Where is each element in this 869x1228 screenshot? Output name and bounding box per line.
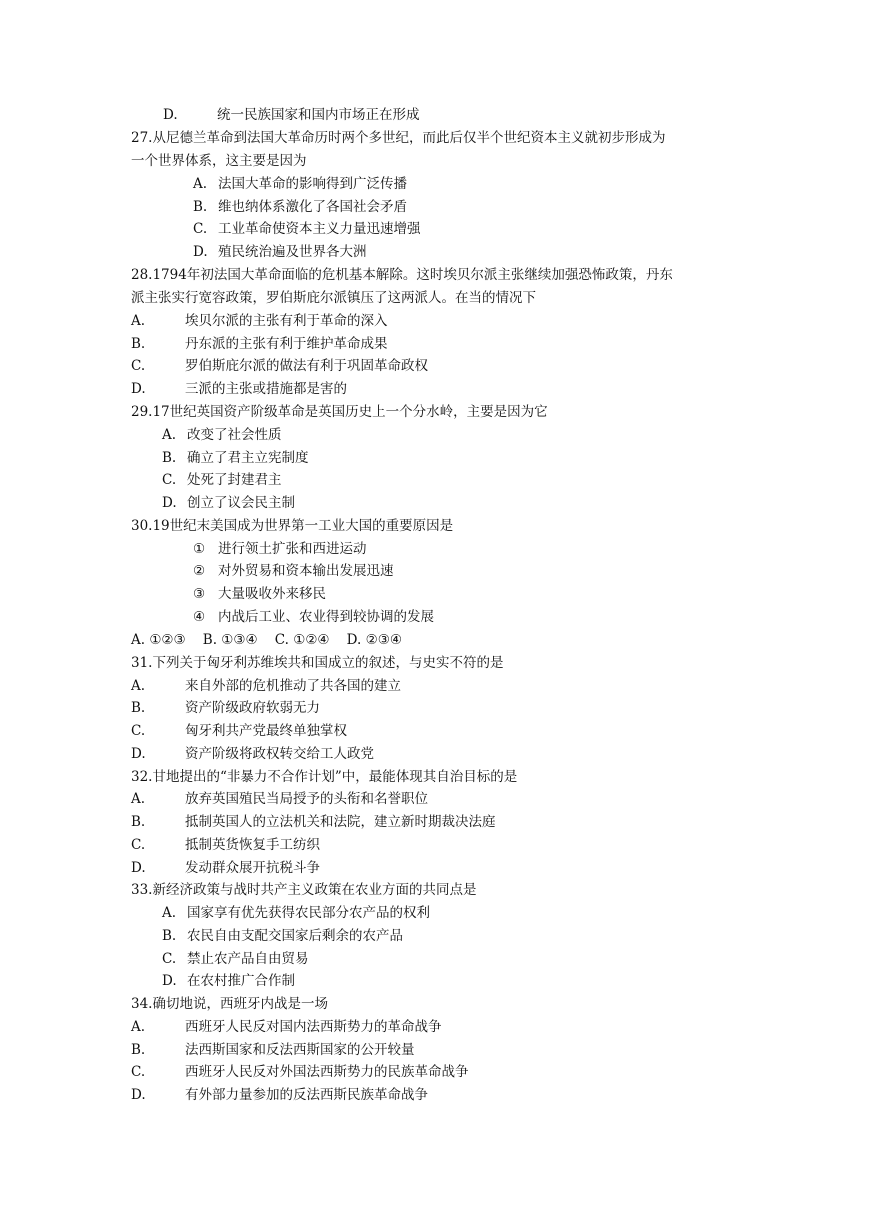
q30-item-1 [193,540,367,558]
q34-stem-line-1: 34.确切地说，西班牙内战是一场 [131,996,328,1012]
option-letter: C. [131,837,146,853]
option-letter: A. [131,1019,146,1035]
item-text: 进行领土扩张和西进运动 [218,541,367,557]
option-letter: A. [162,905,177,921]
option-letter: B. [162,450,177,466]
q27-option-a [193,175,407,193]
item-mark: ② [193,563,206,579]
option-text: 法西斯国家和反法西斯国家的公开较量 [185,1042,415,1058]
option-text: 确立了君主立宪制度 [187,450,309,466]
q32-option-b [131,813,496,831]
option-text: 殖民统治遍及世界各大洲 [218,244,367,260]
option-text: 国家享有优先获得农民部分农产品的权利 [187,905,430,921]
option-letter: D. [131,381,146,397]
option-letter: C. [131,723,146,739]
q27-option-c [193,220,421,238]
option-text: 埃贝尔派的主张有利于革命的深入 [185,313,388,329]
prev-option-d [163,106,420,124]
item-text: 大量吸收外来移民 [218,586,326,602]
item-mark: ① [193,541,206,557]
option-text: 抵制英国人的立法机关和法院，建立新时期裁决法庭 [185,814,496,830]
q28-stem-line-2: 派主张实行宽容政策，罗伯斯庇尔派镇压了这两派人。在当的情况下 [131,290,536,306]
q30-choices: A. ①②③ B. ①③④ C. ①②④ D. ②③④ [131,632,402,648]
q27-option-d [193,243,367,261]
option-letter: B. [162,928,177,944]
option-letter: D. [162,973,177,989]
q28-option-d [131,380,347,398]
q29-option-b [162,449,309,467]
option-letter: B. [131,1042,146,1058]
q30-stem-line-1: 30.19世纪末美国成为世界第一工业大国的重要原因是 [131,518,454,534]
q28-option-b [131,335,388,353]
option-letter: C. [131,358,146,374]
q27-option-b [193,198,407,216]
option-letter: C. [162,951,177,967]
option-letter: D. [131,860,146,876]
q30-item-2 [193,562,394,580]
option-letter: B. [131,700,146,716]
option-letter: B. [131,336,146,352]
option-text: 西班牙人民反对外国法西斯势力的民族革命战争 [185,1064,469,1080]
option-text: 资产阶级将政权转交给工人政党 [185,746,374,762]
option-text: 改变了社会性质 [187,427,282,443]
option-letter: C. [193,221,208,237]
q27-stem-line-2: 一个世界体系，这主要是因为 [131,153,307,169]
q29-option-c [162,471,282,489]
q30-item-3 [193,585,326,603]
option-letter: A. [131,791,146,807]
option-text: 来自外部的危机推动了共各国的建立 [185,678,401,694]
option-text: 放弃英国殖民当局授予的头衔和名誉职位 [185,791,428,807]
q33-option-d [162,972,295,990]
item-mark: ④ [193,609,206,625]
q29-stem-line-1: 29.17世纪英国资产阶级革命是英国历史上一个分水岭，主要是因为它 [131,404,548,420]
q31-option-a [131,677,401,695]
q31-option-b [131,699,320,717]
option-text: 工业革命使资本主义力量迅速增强 [218,221,421,237]
q34-option-b [131,1041,415,1059]
q28-option-c [131,357,428,375]
q30-item-4 [193,608,434,626]
q32-option-d [131,859,320,877]
q32-option-a [131,790,428,808]
option-letter: D. [131,1087,146,1103]
option-text: 法国大革命的影响得到广泛传播 [218,176,407,192]
option-text: 罗伯斯庇尔派的做法有利于巩固革命政权 [185,358,428,374]
option-text: 统一民族国家和国内市场正在形成 [217,107,420,123]
option-letter: C. [162,472,177,488]
option-text: 匈牙利共产党最终单独掌权 [185,723,347,739]
item-text: 内战后工业、农业得到较协调的发展 [218,609,434,625]
option-text: 丹东派的主张有利于维护革命成果 [185,336,388,352]
option-text: 农民自由支配交国家后剩余的农产品 [187,928,403,944]
q28-option-a [131,312,388,330]
q33-option-c [162,950,309,968]
q31-stem-line-1: 31.下列关于匈牙利苏维埃共和国成立的叙述，与史实不符的是 [131,655,504,671]
option-letter: A. [193,176,208,192]
option-text: 在农村推广合作制 [187,973,295,989]
option-text: 创立了议会民主制 [187,495,295,511]
q34-option-c [131,1063,469,1081]
option-text: 禁止农产品自由贸易 [187,951,309,967]
item-mark: ③ [193,586,206,602]
q32-stem-line-1: 32.甘地提出的“非暴力不合作计划”中，最能体现其自治目标的是 [131,769,518,785]
option-letter: A. [131,313,146,329]
q27-stem-line-1: 27.从尼德兰革命到法国大革命历时两个多世纪，而此后仅半个世纪资本主义就初步形成为 [131,130,666,146]
option-letter: A. [131,678,146,694]
option-text: 抵制英货恢复手工纺织 [185,837,320,853]
q33-stem-line-1: 33.新经济政策与战时共产主义政策在农业方面的共同点是 [131,882,477,898]
q31-option-d [131,745,374,763]
option-text: 发动群众展开抗税斗争 [185,860,320,876]
q32-option-c [131,836,320,854]
q28-stem-line-1: 28.1794年初法国大革命面临的危机基本解除。这时埃贝尔派主张继续加强恐怖政策，丹东 [131,267,673,283]
q34-option-d [131,1086,428,1104]
option-text: 维也纳体系激化了各国社会矛盾 [218,199,407,215]
q31-option-c [131,722,347,740]
option-letter: B. [193,199,208,215]
option-text: 处死了封建君主 [187,472,282,488]
option-letter: B. [131,814,146,830]
option-letter: D. [193,244,208,260]
option-letter: A. [162,427,177,443]
option-letter: C. [131,1064,146,1080]
q33-option-a [162,904,430,922]
option-text: 有外部力量参加的反法西斯民族革命战争 [185,1087,428,1103]
option-letter: D. [131,746,146,762]
q29-option-a [162,426,282,444]
option-text: 资产阶级政府软弱无力 [185,700,320,716]
q33-option-b [162,927,403,945]
item-text: 对外贸易和资本输出发展迅速 [218,563,394,579]
option-letter: D. [163,107,178,123]
option-text: 西班牙人民反对国内法西斯势力的革命战争 [185,1019,442,1035]
q34-option-a [131,1018,442,1036]
option-letter: D. [162,495,177,511]
q29-option-d [162,494,295,512]
option-text: 三派的主张或措施都是害的 [185,381,347,397]
